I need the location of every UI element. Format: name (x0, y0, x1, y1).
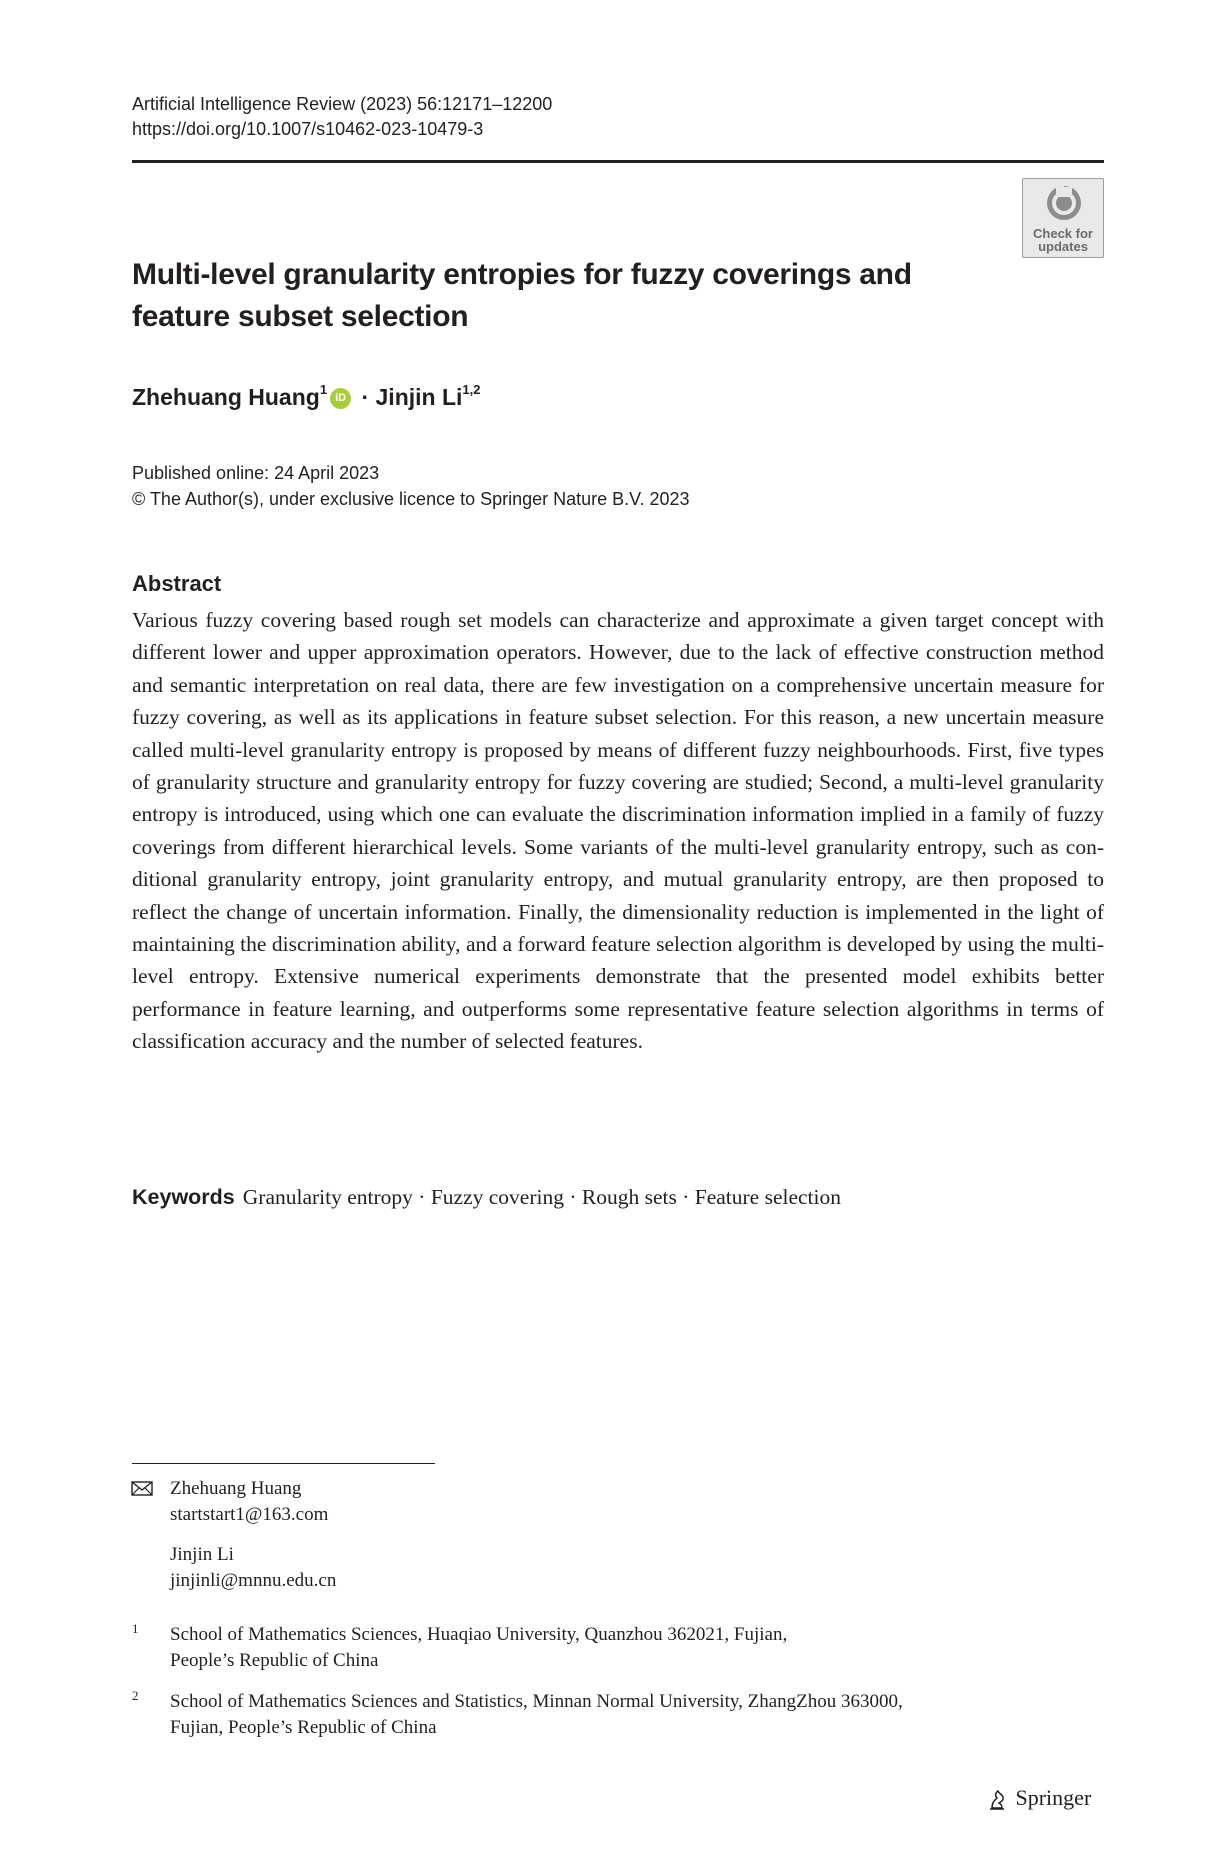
springer-horse-icon (986, 1788, 1010, 1812)
correspondence-author-1 (170, 1476, 328, 1528)
journal-citation: Artificial Intelligence Review (2023) 56:12171–12200 (132, 94, 553, 114)
author-affiliation-marker: 1 (319, 382, 328, 398)
abstract-text: Various fuzzy covering based rough set models can characterize and approximate a given target concept with different lower and upper approximation operators. However, due to the lack of effective construction method and semantic interpretation on real data, there are few investigation on a comprehensive uncertain measure for fuzzy covering, as well as its applications in feature subset selection. For this reason, a new uncertain measure called multi-level granularity entropy is proposed by means of different fuzzy neighbourhoods. First, five types of granularity structure and granularity entropy for fuzzy covering are studied; Second, a multi-level granularity entropy is introduced, using which one can evaluate the discrimination information implied in a family of fuzzy coverings from different hierarchical levels. Some variants of the multi-level granularity entropy, such as conditional granularity entropy, joint granularity entropy, and mutual granularity entropy, are then proposed to reflect the change of uncertain information. Finally, the dimensionality reduction is implemented in the light of maintaining the discrimination ability, and a forward feature selection algorithm is developed by using the multi-level entropy. Extensive numerical experiments demonstrate that the presented model exhibits better performance in feature learning, and outperforms some representative feature selection algorithms in terms of classification accuracy and the number of selected features. (132, 608, 1104, 1054)
journal-header (132, 92, 552, 142)
affiliation-number: 1 (132, 1621, 139, 1636)
author-name[interactable]: Zhehuang Huang (132, 384, 320, 410)
check-updates-label: Check for updates (1033, 226, 1093, 254)
correspondence-email[interactable]: startstart1@163.com (170, 1504, 329, 1525)
correspondence-email[interactable]: jinjinli@mnnu.edu.cn (170, 1570, 337, 1591)
affiliation-1: School of Mathematics Sciences, Huaqiao University, Quanzhou 362021, Fujian, People’s Republic of China (170, 1624, 788, 1671)
mail-icon (131, 1481, 153, 1496)
check-updates-icon (1023, 179, 1105, 229)
correspondence-author-2 (170, 1542, 336, 1594)
author-list (132, 384, 480, 411)
check-for-updates-badge[interactable] (1022, 178, 1104, 258)
affiliation-number: 2 (132, 1688, 139, 1703)
published-date: Published online: 24 April 2023 (132, 463, 380, 483)
author-separator: · (361, 384, 370, 410)
keywords (132, 1185, 841, 1210)
paper-title: Multi-level granularity entropies for fuzzy coverings and feature subset selection (132, 258, 912, 333)
affiliation-2: School of Mathematics Sciences and Statistics, Minnan Normal University, ZhangZhou 363000, Fujian, People’s Republic of China (170, 1691, 903, 1738)
author-affiliation-marker: 1,2 (462, 382, 481, 398)
footnote-rule (132, 1463, 435, 1464)
publisher-logo (986, 1785, 1091, 1812)
publication-info (132, 460, 690, 512)
orcid-icon[interactable]: iD (330, 388, 351, 409)
correspondence-name: Zhehuang Huang (170, 1478, 302, 1499)
correspondence-name: Jinjin Li (170, 1544, 234, 1565)
author-name[interactable]: Jinjin Li (375, 384, 463, 410)
publisher-name: Springer (1015, 1785, 1092, 1810)
keywords-list: Granularity entropy · Fuzzy covering · Rough sets · Feature selection (242, 1185, 842, 1209)
abstract-heading: Abstract (132, 571, 222, 596)
copyright-notice: © The Author(s), under exclusive licence to Springer Nature B.V. 2023 (132, 489, 690, 509)
header-rule (132, 160, 1104, 163)
doi-link[interactable]: https://doi.org/10.1007/s10462-023-10479-3 (132, 119, 484, 139)
keywords-label: Keywords (132, 1185, 235, 1209)
